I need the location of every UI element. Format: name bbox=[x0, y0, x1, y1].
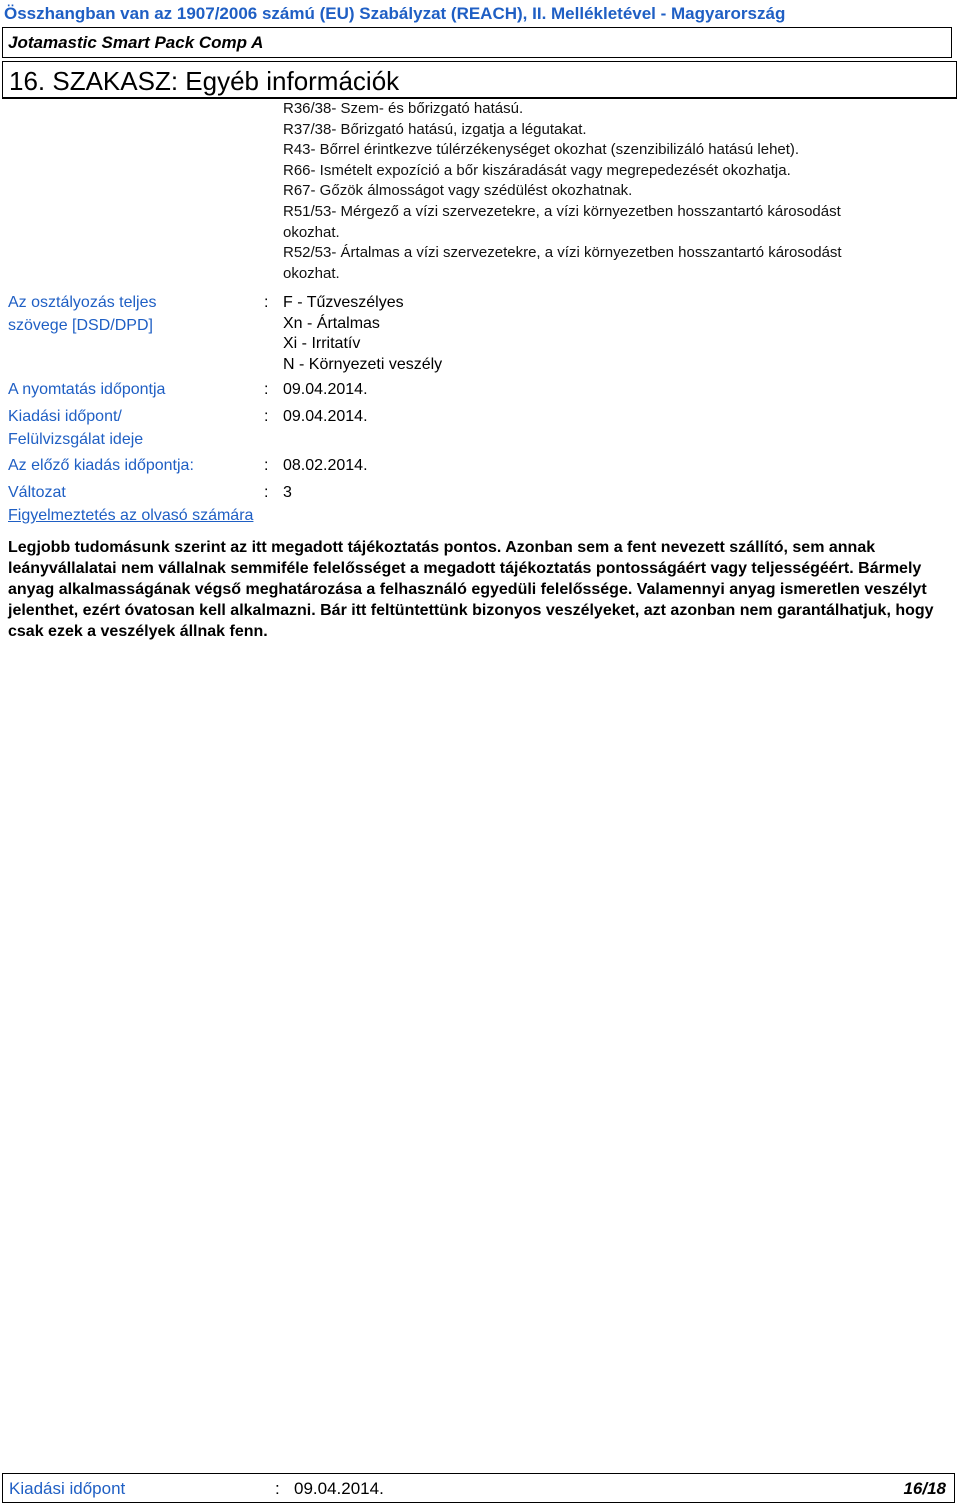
product-name-box bbox=[2, 27, 952, 58]
print-date-value: 09.04.2014. bbox=[283, 381, 368, 398]
issue-date-label-line: Felülvizsgálat ideje bbox=[8, 431, 144, 448]
version-label: Változat bbox=[8, 484, 66, 501]
issue-date-value: 09.04.2014. bbox=[283, 408, 368, 425]
footer-colon: : bbox=[275, 1479, 280, 1498]
classification-value: Xi - Irritatív bbox=[283, 335, 361, 353]
r-phrase: R43- Bőrrel érintkezve túlérzékenységet okozhat (szenzibilizáló hatású lehet). bbox=[283, 141, 800, 159]
r-phrase-list bbox=[283, 99, 953, 284]
classification-label bbox=[8, 291, 157, 337]
classification-colon: : bbox=[264, 294, 269, 311]
r-phrase: R66- Ismételt expozíció a bőr kiszáradását vagy megrepedezését okozhatja. bbox=[283, 161, 791, 179]
r-phrase: okozhat. bbox=[283, 223, 340, 241]
previous-issue-label: Az előző kiadás időpontja: bbox=[8, 457, 194, 474]
print-date-label: A nyomtatás időpontja bbox=[8, 381, 166, 398]
classification-values bbox=[283, 293, 442, 375]
previous-issue-value: 08.02.2014. bbox=[283, 457, 368, 474]
product-name: Jotamastic Smart Pack Comp A bbox=[8, 33, 264, 52]
classification-label-line: szövege [DSD/DPD] bbox=[8, 317, 153, 334]
footer-issue-date: 09.04.2014. bbox=[294, 1479, 384, 1498]
disclaimer-text: Legjobb tudomásunk szerint az itt megadott tájékoztatás pontos. Azonban sem a fent nevezett szállító, sem annak leányvállalatai nem vállalnak semmiféle felelősséget a megadott tájékoztatás pontosságáért vagy teljességéért. Bármely anyag alkalmasságának végső meghatározása a felhasználó egyedüli felelőssége. Valamennyi anyag ismeretlen veszélyt jelenthet, ezért óvatosan kell alkalmazni. Bár itt feltüntettünk bizonyos veszélyeket, azt azonban nem garantálhatjuk, hogy csak ezek a veszélyek állnak fenn. bbox=[8, 539, 934, 640]
section-title: 16. SZAKASZ: Egyéb információk bbox=[9, 66, 400, 96]
version-value: 3 bbox=[283, 484, 292, 501]
version-colon: : bbox=[264, 484, 269, 501]
issue-date-colon: : bbox=[264, 408, 269, 425]
r-phrase: R36/38- Szem- és bőrizgató hatású. bbox=[283, 100, 524, 117]
page-number: 16/18 bbox=[903, 1479, 946, 1498]
notice-heading: Figyelmeztetés az olvasó számára bbox=[8, 507, 254, 524]
print-date-colon: : bbox=[264, 381, 269, 398]
previous-issue-colon: : bbox=[264, 457, 269, 474]
classification-value: F - Tűzveszélyes bbox=[283, 294, 404, 311]
r-phrase: okozhat. bbox=[283, 264, 340, 282]
r-phrase: R52/53- Ártalmas a vízi szervezetekre, a vízi környezetben hosszantartó károsodást bbox=[283, 244, 842, 262]
r-phrase: R37/38- Bőrizgató hatású, izgatja a légutakat. bbox=[283, 120, 587, 138]
issue-date-label-line: Kiadási időpont/ bbox=[8, 408, 122, 425]
issue-date-label bbox=[8, 405, 143, 451]
classification-value: N - Környezeti veszély bbox=[283, 355, 443, 373]
r-phrase: R51/53- Mérgező a vízi szervezetekre, a vízi környezetben hosszantartó károsodást bbox=[283, 202, 841, 220]
classification-label-line: Az osztályozás teljes bbox=[8, 294, 157, 311]
page-footer bbox=[2, 1473, 955, 1503]
r-phrase: R67- Gőzök álmosságot vagy szédülést okozhatnak. bbox=[283, 182, 633, 200]
section-header bbox=[2, 61, 957, 99]
footer-issue-label: Kiadási időpont bbox=[9, 1479, 126, 1498]
regulation-header: Összhangban van az 1907/2006 számú (EU) Szabályzat (REACH), II. Mellékletével - Magyarország bbox=[4, 4, 786, 23]
classification-value: Xn - Ártalmas bbox=[283, 314, 380, 332]
